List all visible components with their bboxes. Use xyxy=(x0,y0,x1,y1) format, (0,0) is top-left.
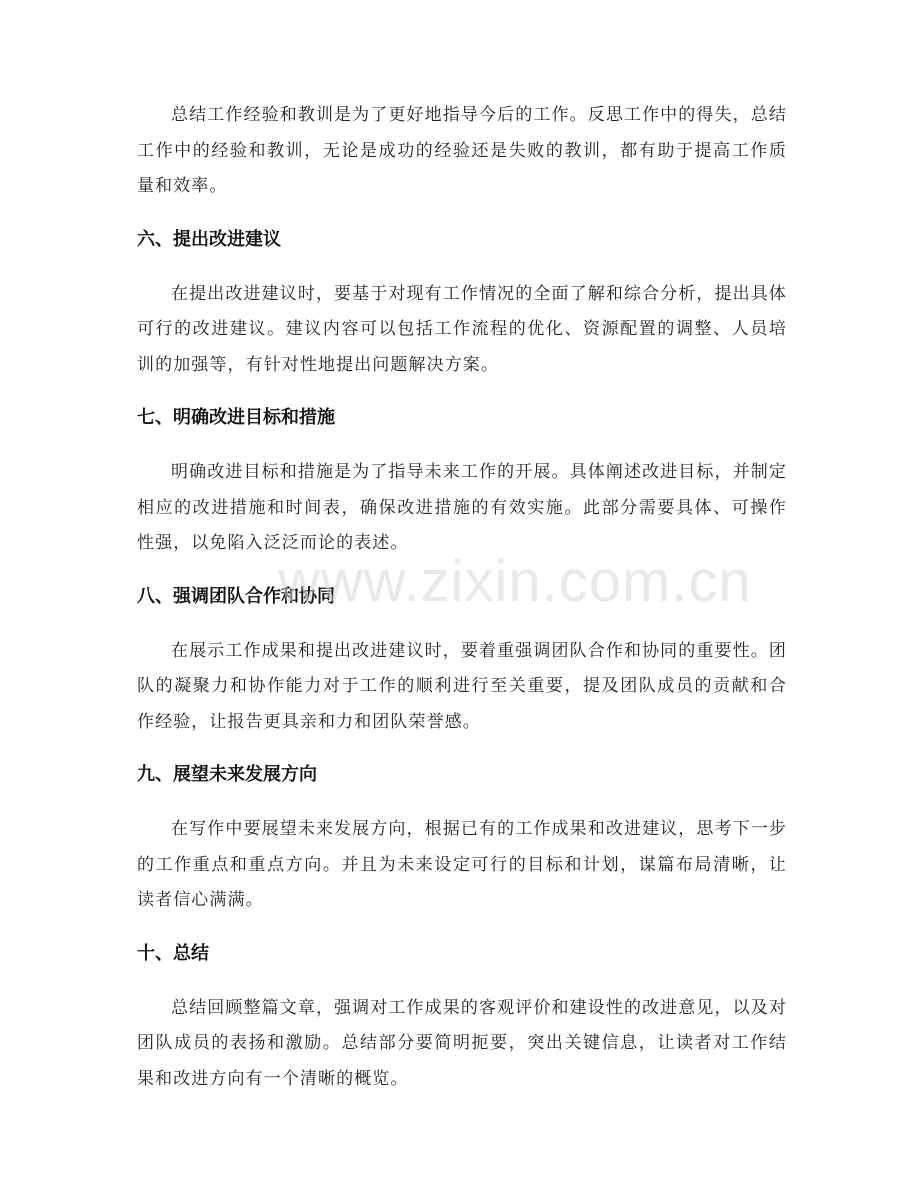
section-6-heading: 六、提出改进建议 xyxy=(137,228,281,250)
section-8-heading: 八、强调团队合作和协同 xyxy=(137,585,335,607)
section-8-paragraph: 在展示工作成果和提出改进建议时，要着重强调团队合作和协同的重要性。团队的凝聚力和协作能力对于工作的顺利进行至关重要，提及团队成员的贡献和合作经验，让报告更具亲和力和团队荣誉感。 xyxy=(137,640,787,732)
section-6-paragraph: 在提出改进建议时，要基于对现有工作情况的全面了解和综合分析，提出具体可行的改进建议。建议内容可以包括工作流程的优化、资源配置的调整、人员培训的加强等，有针对性地提出问题解决方案。 xyxy=(137,283,787,375)
section-9-paragraph: 在写作中要展望未来发展方向，根据已有的工作成果和改进建议，思考下一步的工作重点和重点方向。并且为未来设定可行的目标和计划，谋篇布局清晰，让读者信心满满。 xyxy=(137,819,787,910)
section-10-paragraph: 总结回顾整篇文章，强调对工作成果的客观评价和建设性的改进意见，以及对团队成员的表扬和激励。总结部分要简明扼要，突出关键信息，让读者对工作结果和改进方向有一个清晰的概览。 xyxy=(137,997,787,1089)
section-7-paragraph: 明确改进目标和措施是为了指导未来工作的开展。具体阐述改进目标，并制定相应的改进措施和时间表，确保改进措施的有效实施。此部分需要具体、可操作性强，以免陷入泛泛而论的表述。 xyxy=(137,462,787,553)
section-7-heading: 七、明确改进目标和措施 xyxy=(137,407,335,428)
section-10-heading: 十、总结 xyxy=(137,942,209,964)
document-body xyxy=(137,98,787,1117)
section-9-heading: 九、展望未来发展方向 xyxy=(137,764,317,785)
watermark: www.zixin.com.cn xyxy=(278,549,752,614)
intro-paragraph: 总结工作经验和教训是为了更好地指导今后的工作。反思工作中的得失，总结工作中的经验和教训，无论是成功的经验还是失败的教训，都有助于提高工作质量和效率。 xyxy=(137,105,787,196)
